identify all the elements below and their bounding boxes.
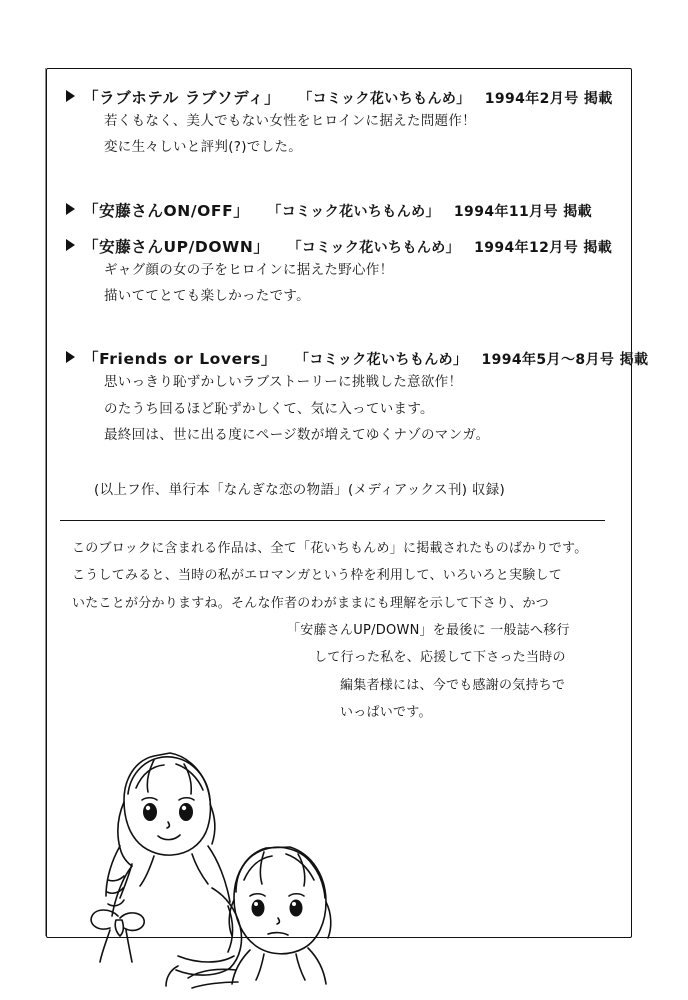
description-line: 思いっきり恥ずかしいラブストーリーに挑戦した意欲作！ [104, 374, 463, 391]
collected-book-note: (以上フ作、単行本「なんぎな恋の物語」(メディアックス刊) 収録) [94, 482, 506, 499]
afterword-line: 「安藤さんUP/DOWN」を最後に 一般誌へ移行 [287, 623, 570, 639]
description-line: のたうち回るほど恥ずかしくて、気に入っています。 [104, 400, 434, 417]
description-line: 描いててとても楽しかったです。 [104, 287, 310, 304]
work-issue: 1994年11月号 掲載 [453, 203, 593, 220]
horizontal-divider [60, 520, 605, 521]
triangle-bullet-icon [66, 351, 75, 363]
work-description [66, 108, 612, 161]
work-entry [66, 86, 612, 161]
triangle-bullet-icon [66, 239, 75, 251]
work-headline [66, 347, 649, 369]
triangle-bullet-icon [66, 203, 75, 215]
work-issue: 1994年12月号 掲載 [474, 239, 613, 256]
work-magazine: 「コミック花いちもんめ」 [287, 239, 461, 256]
spacer [66, 313, 612, 347]
description-line: 若くもなく、美人でもない女性をヒロインに据えた問題作！ [104, 113, 476, 129]
afterword-line: して行った私を、応援して下さった当時の [314, 650, 566, 666]
work-headline [66, 86, 612, 108]
work-issue: 1994年2月号 掲載 [484, 91, 613, 107]
afterword-line: 編集者様には、今でも感謝の気持ちで [340, 677, 566, 693]
spacer [66, 165, 612, 199]
afterword-line: このブロックに含まれる作品は、全て「花いちもんめ」に掲載されたものばかりです。 [72, 541, 588, 557]
work-entry [66, 199, 612, 221]
work-entry [66, 347, 649, 448]
work-title: 「ラブホテル ラブソディ」 [83, 89, 281, 107]
description-line: ギャグ顔の女の子をヒロインに据えた野心作！ [104, 261, 394, 278]
work-magazine: 「コミック花いちもんめ」 [294, 352, 468, 369]
afterword-text [66, 535, 612, 726]
work-magazine: 「コミック花いちもんめ」 [298, 91, 471, 107]
work-entry [66, 235, 612, 310]
page-content [46, 68, 649, 938]
work-headline [66, 199, 612, 221]
work-title: 「Friends or Lovers」 [83, 350, 277, 369]
triangle-bullet-icon [66, 90, 75, 102]
spacer [66, 225, 612, 235]
work-headline [66, 235, 612, 257]
work-issue: 1994年5月～8月号 掲載 [481, 352, 649, 369]
description-line: 最終回は、世に出る度にページ数が増えてゆくナゾのマンガ。 [104, 426, 490, 443]
work-title: 「安藤さんON/OFF」 [83, 201, 250, 220]
work-title: 「安藤さんUP/DOWN」 [83, 237, 270, 256]
afterword-line: こうしてみると、当時の私がエロマンガという枠を利用して、いろいろと実験して [72, 568, 562, 584]
work-magazine: 「コミック花いちもんめ」 [267, 203, 440, 220]
work-description [66, 257, 612, 310]
afterword-line: いたことが分かりますね。そんな作者のわがままにも理解を示して下さり、かつ [72, 595, 550, 611]
description-line: 変に生々しいと評判(?)でした。 [104, 139, 302, 156]
work-description [66, 369, 612, 448]
afterword-line: いっぱいです。 [340, 704, 432, 720]
